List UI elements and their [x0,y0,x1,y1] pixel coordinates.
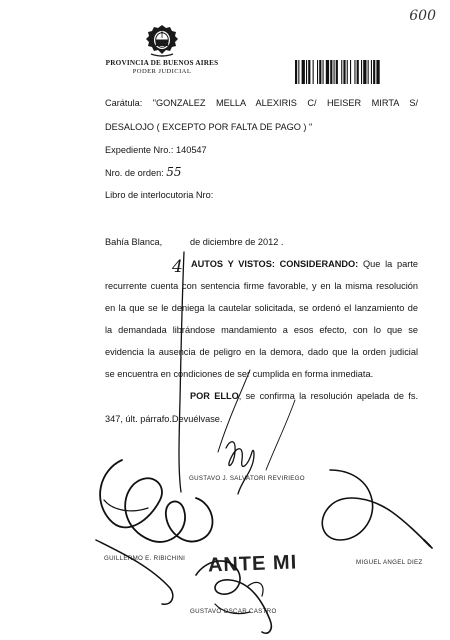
body-line-2: recurrente cuenta con sentencia firme favorable, y en la misma resolución [105,281,418,291]
body-line-8: 347, últ. párrafo.Devuélvase. [105,414,223,424]
signature-label-judge-3: MIGUEL ANGEL DIEZ [356,559,423,566]
province-name: PROVINCIA DE BUENOS AIRES [105,59,219,67]
caratula-line-2: DESALOJO ( EXCEPTO POR FALTA DE PAGO ) " [105,122,313,132]
signature-judge-2 [100,460,212,542]
date-day-handwritten: 4 [172,257,183,277]
signature-judge-1 [226,442,254,494]
body-line-5: evidencia la ausencia de peligro en la demora, dado que la orden judicial [105,347,418,357]
body-line-1-rest: Que la parte [363,259,418,269]
signature-judge-2-tail [96,540,173,604]
body-line-4: la demandada librándose mandamiento a esos efecto, con lo que se [105,325,418,335]
signature-label-secretary: GUSTAVO OSCAR CASTRO [190,608,277,615]
orden-label: Nro. de orden: [105,168,164,178]
date-rest: de diciembre de 2012 . [190,237,284,247]
expediente-number: Expediente Nro.: 140547 [105,145,207,155]
judicial-power-label: PODER JUDICIAL [132,68,192,75]
body-line-3: en la que se le deniega la cautelar solicitada, se ordenó el lanzamiento de [105,303,418,313]
date-prefix: Bahía Blanca, [105,237,163,247]
por-ello: POR ELLO [190,391,239,401]
signature-vertical-stroke [179,252,184,492]
body-heading: AUTOS Y VISTOS: CONSIDERANDO: [191,259,359,269]
page-number: 600 [409,8,436,24]
signature-judge-3-dot [424,540,430,546]
body-line-7-rest: , se confirma la resolución apelada de fs. [238,391,418,401]
ante-mi-stamp: ANTE MI [207,551,298,577]
signature-slash-stroke-2 [266,400,295,470]
caratula-line-1: Carátula: "GONZALEZ MELLA ALEXIRIS C/ HEISER MIRTA S/ [105,98,418,108]
signature-secretary [196,561,271,633]
libro-interlocutoria: Libro de interlocutoria Nro: [105,190,214,200]
signature-judge-3 [322,470,432,548]
signature-secretary-3 [215,604,250,614]
signature-label-judge-2: GUILLERMO E. RIBICHINI [104,555,186,562]
signature-slash-stroke [218,370,250,452]
orden-handwritten: 55 [166,165,182,179]
signature-label-judge-1: GUSTAVO J. SALVATORI REVIRIEGO [189,475,305,482]
body-line-6: se encuentra en condiciones de ser cumplida en forma inmediata. [105,369,374,379]
